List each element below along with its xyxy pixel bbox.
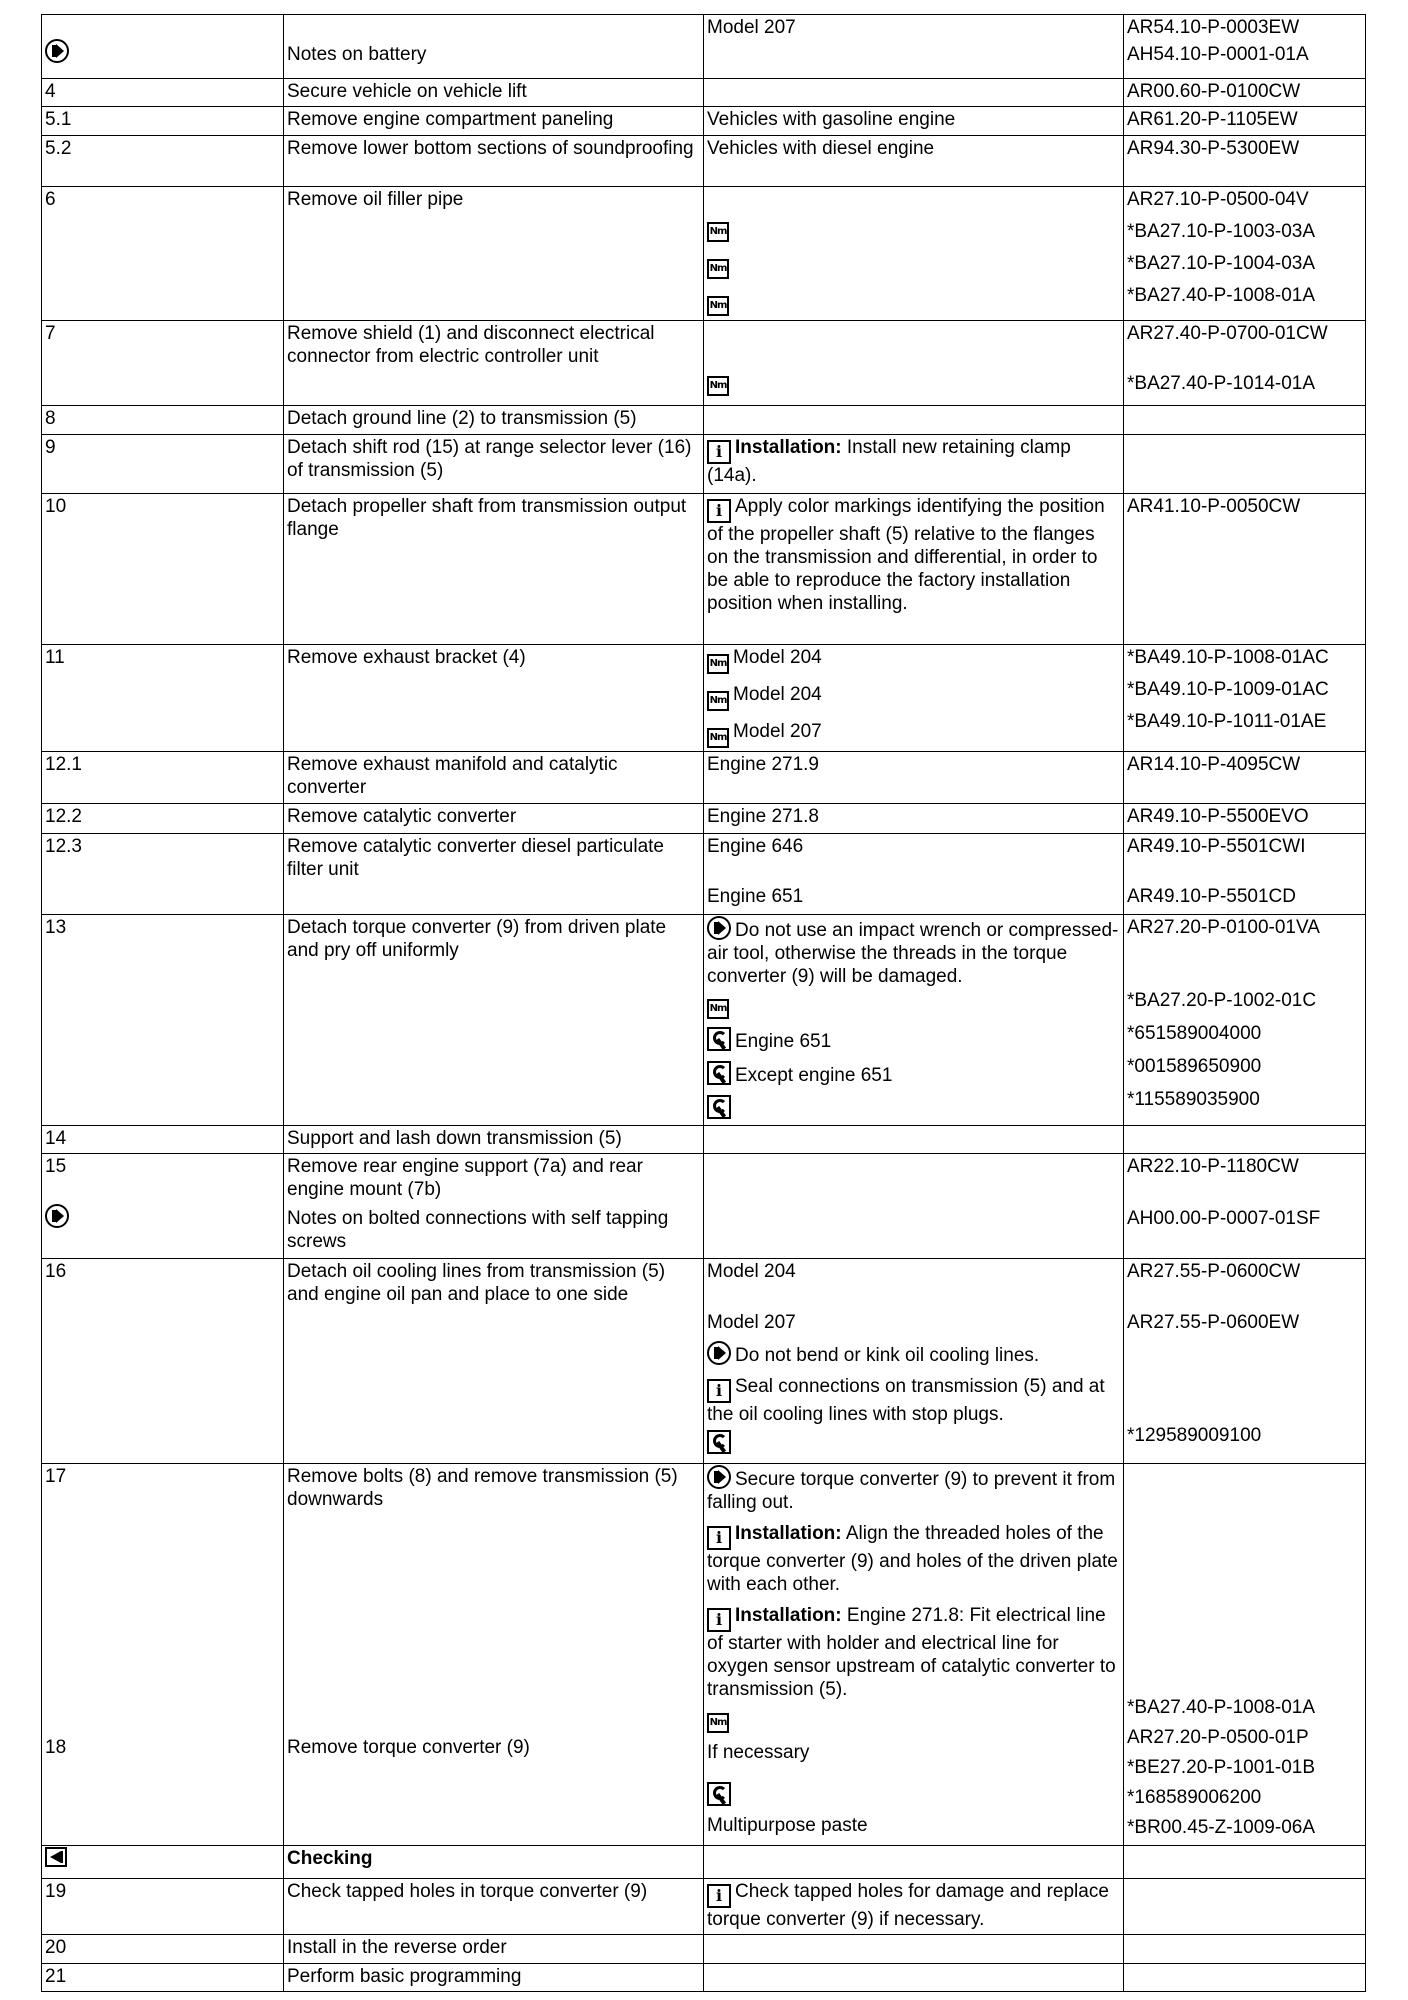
note-text: Model 204 (733, 684, 822, 706)
table-row (42, 1878, 1366, 1934)
note-cell: Vehicles with gasoline engine (704, 106, 1124, 135)
procedure-cell (284, 752, 704, 803)
procedure-cell: Perform basic programming (284, 1963, 704, 1991)
procedure-cell: Remove exhaust bracket (4) (284, 645, 704, 752)
procedure-cell: Install in the reverse order (284, 1935, 704, 1963)
note-text: Except engine 651 (735, 1064, 893, 1086)
ref-link[interactable]: *BA27.40-P-1008-01A (1127, 1697, 1316, 1719)
ref-link[interactable]: AH00.00-P-0007-01SF (1127, 1207, 1321, 1229)
torque-nm-icon: Nm (707, 691, 729, 711)
step-cell (42, 15, 284, 79)
step-cell: 14 (42, 1126, 284, 1153)
procedure-cell (284, 833, 704, 914)
step-cell: 6 (42, 187, 284, 320)
note-cell (704, 15, 1124, 79)
table-row (42, 1126, 1366, 1153)
ref-cell (1124, 1153, 1366, 1258)
ref-link[interactable]: *168589006200 (1127, 1787, 1262, 1809)
warning-icon (707, 1465, 731, 1489)
torque-nm-icon: Nm (707, 222, 729, 242)
ref-link[interactable]: *BA27.40-P-1008-01A (1127, 285, 1316, 307)
note-cell (704, 1153, 1124, 1258)
step-cell: 12.1 (42, 752, 284, 803)
procedure-text: Detach torque converter (9) from driven plate and pry off uniformly (287, 916, 667, 961)
table-row (42, 320, 1366, 406)
ref-cell (1124, 106, 1366, 135)
procedure-text: Notes on battery (287, 44, 427, 65)
checking-icon (45, 1847, 67, 1867)
info-icon: i (707, 1884, 731, 1908)
note-text: Check tapped holes for damage and replace torque converter (9) if necessary. (707, 1880, 1109, 1930)
info-icon: i (707, 1526, 731, 1550)
procedure-cell: Remove engine compartment paneling (284, 106, 704, 135)
ref-link[interactable]: *115589035900 (1127, 1088, 1260, 1110)
note-cell (704, 914, 1124, 1126)
ref-cell (1124, 1126, 1366, 1153)
warning-icon (707, 916, 731, 940)
ref-link[interactable]: AR14.10-P-4095CW (1127, 754, 1301, 776)
step-cell: 7 (42, 320, 284, 406)
ref-cell (1124, 494, 1366, 645)
note-text: Engine 271.8: Fit electrical line of starter with holder and electrical line for oxygen sensor upstream of catalytic converter to transmission (5). (707, 1605, 1116, 1701)
warning-icon (45, 39, 69, 63)
ref-cell (1124, 434, 1366, 494)
table-row (42, 1153, 1366, 1258)
table-row (42, 1935, 1366, 1963)
procedure-cell: Remove catalytic converter (284, 803, 704, 833)
torque-nm-icon: Nm (707, 376, 729, 396)
step-cell (42, 1464, 284, 1845)
note-text: If necessary (707, 1742, 810, 1764)
procedure-cell (284, 1845, 704, 1878)
note-text: Engine 646 (707, 835, 804, 857)
ref-link[interactable]: AR41.10-P-0050CW (1127, 496, 1301, 518)
ref-link[interactable]: *BA49.10-P-1011-01AE (1127, 711, 1327, 733)
table-row (42, 833, 1366, 914)
step-cell: 10 (42, 494, 284, 645)
torque-nm-icon: Nm (707, 728, 729, 748)
step-cell: 5.1 (42, 106, 284, 135)
special-tool-icon (707, 1782, 731, 1806)
note-cell (704, 78, 1124, 106)
step-cell: 21 (42, 1963, 284, 1991)
note-text: Model 207 (733, 721, 822, 743)
note-cell (704, 320, 1124, 406)
table-row (42, 645, 1366, 752)
ref-cell (1124, 752, 1366, 803)
info-icon: i (707, 1608, 731, 1632)
step-cell: 13 (42, 914, 284, 1126)
procedure-cell: Secure vehicle on vehicle lift (284, 78, 704, 106)
ref-link[interactable]: *BA27.10-P-1004-03A (1127, 253, 1316, 275)
note-cell (704, 187, 1124, 320)
note-cell (704, 833, 1124, 914)
procedure-table (41, 14, 1366, 1992)
ref-cell (1124, 645, 1366, 752)
ref-link[interactable]: AR27.10-P-0500-04V (1127, 189, 1309, 211)
procedure-cell (284, 1153, 704, 1258)
ref-cell (1124, 1878, 1366, 1934)
step-cell: 12.3 (42, 833, 284, 914)
ref-link[interactable]: AR27.20-P-0100-01VA (1127, 916, 1320, 938)
step-cell: 16 (42, 1258, 284, 1464)
ref-cell (1124, 1258, 1366, 1464)
ref-link[interactable]: *BA27.40-P-1014-01A (1127, 372, 1316, 394)
procedure-text: Detach shift rod (15) at range selector lever (16) of transmission (5) (287, 436, 692, 481)
note-bold: Installation: (735, 1605, 842, 1627)
note-cell (704, 1878, 1124, 1934)
special-tool-icon (707, 1061, 731, 1085)
table-row (42, 106, 1366, 135)
table-row (42, 803, 1366, 833)
step-cell: 19 (42, 1878, 284, 1934)
note-text: Engine 651 (707, 885, 804, 907)
ref-link[interactable]: *129589009100 (1127, 1424, 1262, 1446)
section-heading: Checking (287, 1847, 373, 1869)
note-cell (704, 1963, 1124, 1991)
ref-link[interactable]: AR27.55-P-0600CW (1127, 1260, 1301, 1282)
table-row (42, 78, 1366, 106)
note-text: Model 207 (707, 1311, 796, 1333)
note-text: Secure torque converter (9) to prevent it from falling out. (707, 1469, 1116, 1514)
note-bold: Installation: (735, 1523, 842, 1545)
table-row (42, 1845, 1366, 1878)
note-cell (704, 434, 1124, 494)
procedure-cell: Detach ground line (2) to transmission (5) (284, 406, 704, 434)
procedure-text: Remove bolts (8) and remove transmission (5) downwards (287, 1466, 678, 1511)
table-row (42, 914, 1366, 1126)
table-row (42, 187, 1366, 320)
torque-nm-icon: Nm (707, 259, 729, 279)
procedure-text: Remove exhaust manifold and catalytic converter (287, 754, 618, 799)
step-cell: 4 (42, 78, 284, 106)
note-cell (704, 645, 1124, 752)
special-tool-icon (707, 1027, 731, 1051)
ref-link[interactable]: *651589004000 (1127, 1022, 1262, 1044)
ref-cell (1124, 914, 1366, 1126)
procedure-text: Remove lower bottom sections of soundproofing (287, 138, 694, 160)
procedure-text: Remove rear engine support (7a) and rear engine mount (7b) (287, 1155, 643, 1200)
ref-link[interactable]: AR54.10-P-0003EW (1127, 17, 1300, 38)
note-text: Do not use an impact wrench or compressed-air tool, otherwise the threads in the torque converter (9) will be damaged. (707, 919, 1119, 987)
ref-link[interactable]: AR61.20-P-1105EW (1127, 108, 1298, 130)
special-tool-icon (707, 1095, 731, 1119)
procedure-text: Remove catalytic converter diesel particulate filter unit (287, 835, 665, 880)
procedure-cell (284, 434, 704, 494)
info-icon: i (707, 1379, 731, 1403)
torque-nm-icon: Nm (707, 296, 729, 316)
ref-link[interactable]: AR27.40-P-0700-01CW (1127, 322, 1328, 344)
note-cell (704, 1935, 1124, 1963)
table-row (42, 1464, 1366, 1845)
note-cell (704, 494, 1124, 645)
procedure-cell (284, 15, 704, 79)
ref-link[interactable]: AH54.10-P-0001-01A (1127, 44, 1309, 65)
procedure-cell: Check tapped holes in torque converter (9) (284, 1878, 704, 1934)
ref-link[interactable]: AR49.10-P-5501CWI (1127, 835, 1306, 857)
procedure-text: Remove shield (1) and disconnect electrical connector from electric controller unit (287, 322, 655, 367)
procedure-cell (284, 320, 704, 406)
note-cell (704, 406, 1124, 434)
ref-cell (1124, 406, 1366, 434)
note-bold: Installation: (735, 436, 842, 458)
note-text: Seal connections on transmission (5) and at the oil cooling lines with stop plugs. (707, 1375, 1105, 1425)
ref-link[interactable]: *BE27.20-P-1001-01B (1127, 1757, 1316, 1779)
ref-cell (1124, 78, 1366, 106)
torque-nm-icon: Nm (707, 999, 729, 1019)
ref-link[interactable]: AR94.30-P-5300EW (1127, 138, 1300, 160)
procedure-cell (284, 494, 704, 645)
note-text: Apply color markings identifying the position of the propeller shaft (5) relative to the flanges on the transmission and differential, in order to be able to reproduce the factory installation position when installing. (707, 496, 1105, 615)
step-cell: 11 (42, 645, 284, 752)
procedure-text: Detach oil cooling lines from transmission (5) and engine oil pan and place to one side (287, 1260, 666, 1305)
ref-cell (1124, 1464, 1366, 1845)
step-cell: 5.2 (42, 136, 284, 187)
procedure-cell: Remove oil filler pipe (284, 187, 704, 320)
ref-link[interactable]: AR00.60-P-0100CW (1127, 80, 1301, 102)
procedure-text: Remove torque converter (9) (287, 1737, 530, 1759)
table-row (42, 494, 1366, 645)
ref-link[interactable]: *BA49.10-P-1008-01AC (1127, 647, 1329, 669)
step-cell (42, 1153, 284, 1258)
procedure-cell: Support and lash down transmission (5) (284, 1126, 704, 1153)
table-row (42, 406, 1366, 434)
ref-cell (1124, 1935, 1366, 1963)
info-icon: i (707, 499, 731, 523)
table-row (42, 1963, 1366, 1991)
step-number: 18 (45, 1737, 67, 1759)
ref-link[interactable]: AR27.55-P-0600EW (1127, 1311, 1300, 1333)
ref-link[interactable]: *BA49.10-P-1009-01AC (1127, 679, 1329, 701)
ref-link[interactable]: AR27.20-P-0500-01P (1127, 1727, 1309, 1749)
info-icon: i (707, 440, 731, 464)
ref-link[interactable]: *001589650900 (1127, 1055, 1262, 1077)
ref-link[interactable]: AR49.10-P-5501CD (1127, 885, 1296, 907)
ref-cell (1124, 320, 1366, 406)
ref-cell (1124, 1845, 1366, 1878)
ref-cell (1124, 136, 1366, 187)
note-text: Install new retaining clamp (14a). (707, 436, 1071, 486)
note-cell (704, 1126, 1124, 1153)
note-text: Model 204 (733, 647, 822, 669)
note-text: Model 204 (707, 1260, 796, 1282)
table-row (42, 136, 1366, 187)
ref-cell (1124, 1963, 1366, 1991)
ref-link[interactable]: *BA27.20-P-1002-01C (1127, 989, 1317, 1011)
note-cell (704, 1258, 1124, 1464)
note-text: Model 207 (707, 17, 796, 38)
table-row (42, 752, 1366, 803)
note-text: Align the threaded holes of the torque converter (9) and holes of the driven plate with each other. (707, 1523, 1118, 1596)
step-cell (42, 1845, 284, 1878)
ref-cell (1124, 803, 1366, 833)
note-cell: Engine 271.9 (704, 752, 1124, 803)
special-tool-icon (707, 1430, 731, 1454)
procedure-cell (284, 1464, 704, 1845)
ref-link[interactable]: *BA27.10-P-1003-03A (1127, 221, 1316, 243)
note-text: Do not bend or kink oil cooling lines. (735, 1344, 1040, 1366)
step-cell: 12.2 (42, 803, 284, 833)
ref-link[interactable]: AR22.10-P-1180CW (1127, 1155, 1299, 1177)
ref-cell (1124, 15, 1366, 79)
note-cell (704, 1845, 1124, 1878)
table-row (42, 15, 1366, 79)
procedure-cell (284, 136, 704, 187)
warning-icon (45, 1204, 69, 1228)
ref-link[interactable]: *BR00.45-Z-1009-06A (1127, 1817, 1315, 1839)
ref-cell (1124, 187, 1366, 320)
ref-link[interactable]: AR49.10-P-5500EVO (1127, 805, 1309, 827)
warning-icon (707, 1341, 731, 1365)
note-cell: Engine 271.8 (704, 803, 1124, 833)
step-cell: 8 (42, 406, 284, 434)
torque-nm-icon: Nm (707, 1713, 729, 1733)
procedure-text: Detach propeller shaft from transmission output flange (287, 496, 687, 541)
torque-nm-icon: Nm (707, 654, 729, 674)
procedure-cell (284, 914, 704, 1126)
table-row (42, 434, 1366, 494)
procedure-cell (284, 1258, 704, 1464)
note-cell: Vehicles with diesel engine (704, 136, 1124, 187)
table-row (42, 1258, 1366, 1464)
procedure-text: Notes on bolted connections with self tapping screws (287, 1207, 669, 1252)
ref-cell (1124, 833, 1366, 914)
note-cell (704, 1464, 1124, 1845)
step-number: 15 (45, 1155, 67, 1177)
step-number: 17 (45, 1466, 67, 1488)
step-cell: 20 (42, 1935, 284, 1963)
note-text: Multipurpose paste (707, 1815, 868, 1837)
step-cell: 9 (42, 434, 284, 494)
note-text: Engine 651 (735, 1030, 832, 1052)
